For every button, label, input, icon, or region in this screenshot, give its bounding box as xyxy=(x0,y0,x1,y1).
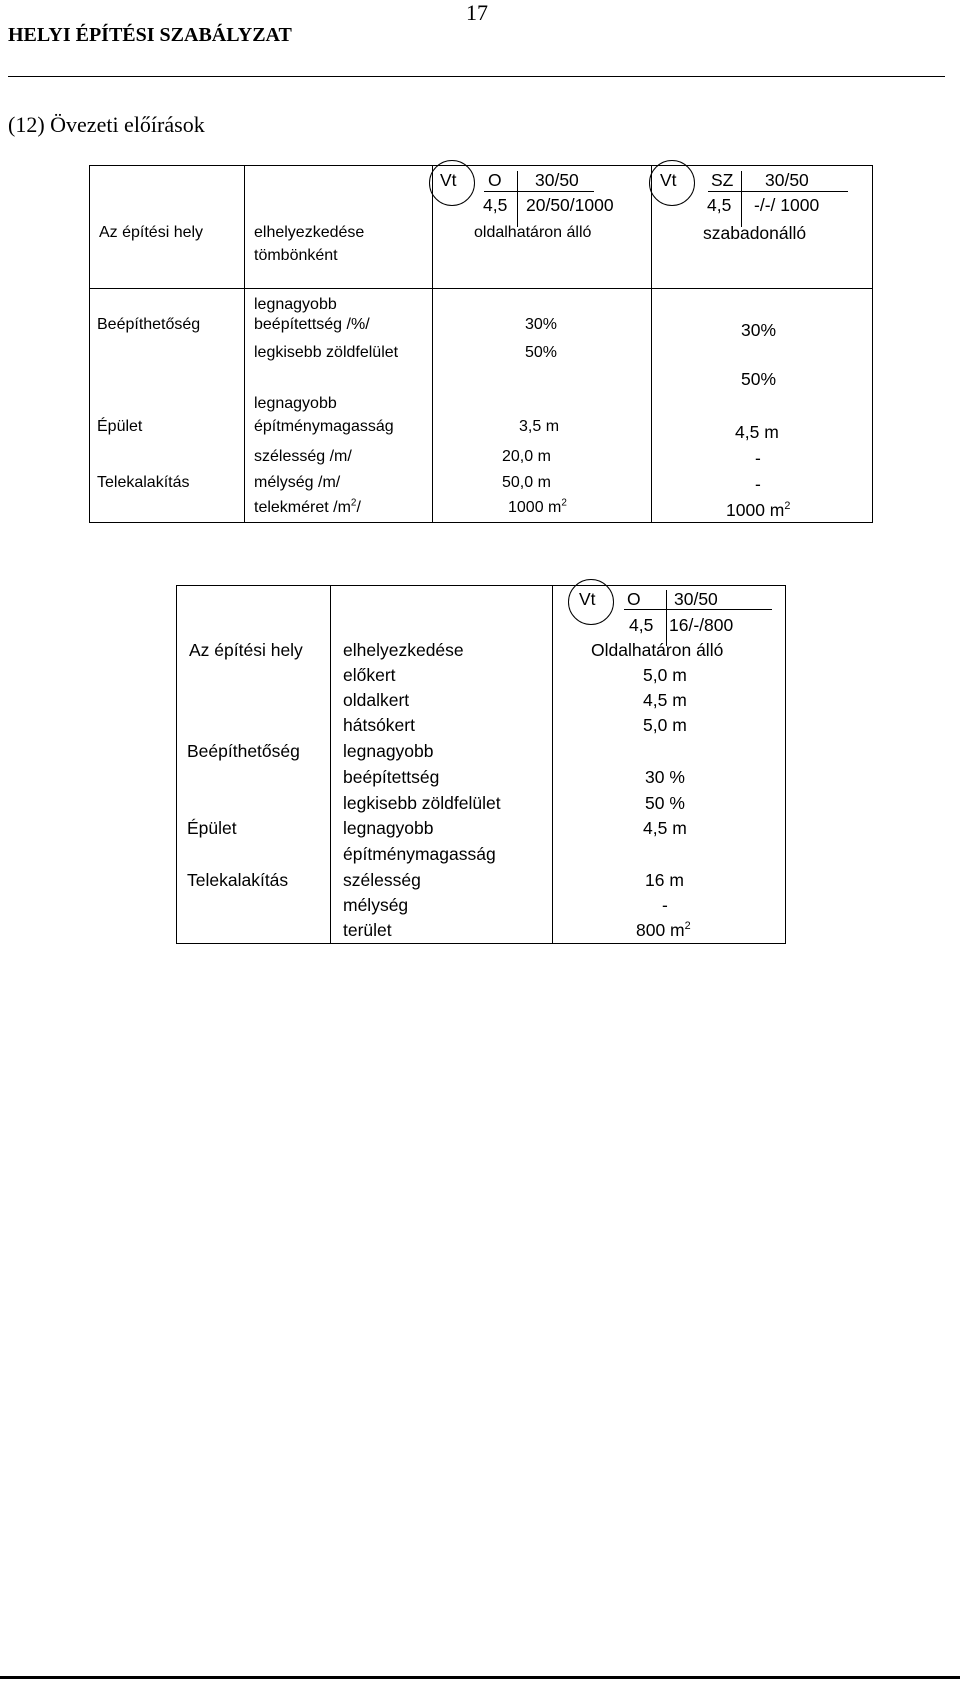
t1-vt-label-1: Vt xyxy=(440,170,457,190)
t2-sub-zoldfelulet: legkisebb zöldfelület xyxy=(343,793,501,813)
t2-vt-label: Vt xyxy=(579,589,596,609)
t2-sub-szelesseg: szélesség xyxy=(343,870,421,890)
t1-val-zoldfelulet-2: 50% xyxy=(741,369,777,389)
t1-sub-epitmenymagassag: építménymagasság xyxy=(254,418,394,435)
t2-sub-legnagyobb-2: legnagyobb xyxy=(343,818,434,838)
t2-height: 4,5 xyxy=(629,615,654,635)
t1-code-1: 20/50/1000 xyxy=(526,195,614,215)
t2-row-label-beepithetoseg: Beépíthetőség xyxy=(187,741,300,761)
t2-val-zoldfelulet: 50 % xyxy=(645,793,685,813)
t1-val-melyseg-2: - xyxy=(755,474,761,494)
t2-col-divider-2 xyxy=(552,585,553,943)
t1-sub-legnagyobb-2: legnagyobb xyxy=(254,395,337,412)
page-number: 17 xyxy=(466,0,488,25)
t1-sub-tombonkent: tömbönként xyxy=(254,247,338,264)
t1-val-szelesseg-2: - xyxy=(755,448,761,468)
t1-val-melyseg-1: 50,0 m xyxy=(502,474,551,491)
t1-o-label: O xyxy=(488,170,502,190)
t2-row-label-epulet: Épület xyxy=(187,818,237,838)
t1-head-underline-1 xyxy=(484,191,594,192)
t2-head-underline xyxy=(624,609,772,610)
t2-val-oldalkert: 4,5 m xyxy=(643,690,687,710)
t1-val-beepitettseg-1: 30% xyxy=(525,316,558,333)
t2-code: 16/-/800 xyxy=(669,615,734,635)
t1-sub-legnagyobb-1: legnagyobb xyxy=(254,296,337,313)
t1-head-underline-2 xyxy=(708,191,848,192)
t1-ratio-1: 30/50 xyxy=(535,170,579,190)
t2-sub-beepitettseg: beépítettség xyxy=(343,767,440,787)
t1-col-divider-1 xyxy=(244,165,245,522)
t1-sub-melyseg: mélység /m/ xyxy=(254,474,341,491)
t1-sub-beepitettseg: beépítettség /%/ xyxy=(254,316,370,333)
t1-val-beepitettseg-2: 30% xyxy=(741,320,777,340)
t2-sub-legnagyobb-1: legnagyobb xyxy=(343,741,434,761)
t1-sub-szelesseg: szélesség /m/ xyxy=(254,448,352,465)
t1-sub-elhelyezkedese: elhelyezkedése xyxy=(254,224,365,241)
t2-sub-elhelyezkedese: elhelyezkedése xyxy=(343,640,464,660)
t2-val-elokert: 5,0 m xyxy=(643,665,687,685)
t2-sub-melyseg: mélység xyxy=(343,895,409,915)
t1-height-1: 4,5 xyxy=(483,195,508,215)
t1-val-oldalhataron: oldalhatáron álló xyxy=(474,224,592,241)
zoning-table-1 xyxy=(89,165,873,523)
t2-val-beepitettseg: 30 % xyxy=(645,767,685,787)
header-divider xyxy=(8,76,945,77)
t1-col-divider-2 xyxy=(432,165,433,522)
t1-val-szelesseg-1: 20,0 m xyxy=(502,448,551,465)
t1-val-telekmeret-1: 1000 $m^2$ xyxy=(508,497,567,516)
t1-code-2: -/-/ 1000 xyxy=(754,195,820,215)
t2-val-terulet: 800 $m^2$ xyxy=(636,920,691,940)
t1-sz-label: SZ xyxy=(711,170,734,190)
t1-col-divider-3 xyxy=(651,165,652,522)
t2-sub-terulet: terület xyxy=(343,920,392,940)
document-header-title: HELYI ÉPÍTÉSI SZABÁLYZAT xyxy=(8,24,292,46)
page-bottom-rule xyxy=(0,1676,960,1679)
t2-val-szelesseg: 16 m xyxy=(645,870,684,890)
t1-val-magassag-1: 3,5 m xyxy=(519,418,560,435)
t1-head-split-2 xyxy=(741,171,742,227)
t2-sub-epitmenymagassag: építménymagasság xyxy=(343,844,496,864)
t1-head-split-1 xyxy=(517,171,518,227)
t2-o-label: O xyxy=(627,589,641,609)
t1-sub-zoldfelulet: legkisebb zöldfelület xyxy=(254,344,399,361)
t2-val-hatsokert: 5,0 m xyxy=(643,715,687,735)
t2-row-label-epitesi-hely: Az építési hely xyxy=(189,640,303,660)
t1-val-szabadonallo: szabadonálló xyxy=(703,223,807,243)
t2-sub-hatsokert: hátsókert xyxy=(343,715,415,735)
t2-val-oldalhataron: Oldalhatáron álló xyxy=(591,640,724,660)
t2-sub-elokert: előkert xyxy=(343,665,396,685)
t2-val-melyseg: - xyxy=(662,895,668,915)
t1-val-zoldfelulet-1: 50% xyxy=(525,344,558,361)
t1-header-divider xyxy=(89,288,872,289)
t1-row-label-epitesi-hely: Az építési hely xyxy=(99,224,204,241)
t2-sub-oldalkert: oldalkert xyxy=(343,690,410,710)
t1-row-label-epulet: Épület xyxy=(97,418,143,435)
t2-val-magassag: 4,5 m xyxy=(643,818,687,838)
t1-sub-telekmeret: telekméret $/m^2/$ xyxy=(254,497,361,516)
t1-height-2: 4,5 xyxy=(707,195,732,215)
t1-row-label-telekalakitas: Telekalakítás xyxy=(97,474,190,491)
t2-ratio: 30/50 xyxy=(674,589,718,609)
section-title: (12) Övezeti előírások xyxy=(8,112,205,137)
t2-row-label-telekalakitas: Telekalakítás xyxy=(187,870,289,890)
t1-ratio-2: 30/50 xyxy=(765,170,809,190)
t1-vt-label-2: Vt xyxy=(660,170,677,190)
t1-row-label-beepithetoseg: Beépíthetőség xyxy=(97,316,201,333)
t2-col-divider-1 xyxy=(330,585,331,943)
t1-val-magassag-2: 4,5 m xyxy=(735,422,779,442)
t1-val-telekmeret-2: 1000 $m^2$ xyxy=(726,500,791,520)
t2-head-split xyxy=(666,590,667,646)
